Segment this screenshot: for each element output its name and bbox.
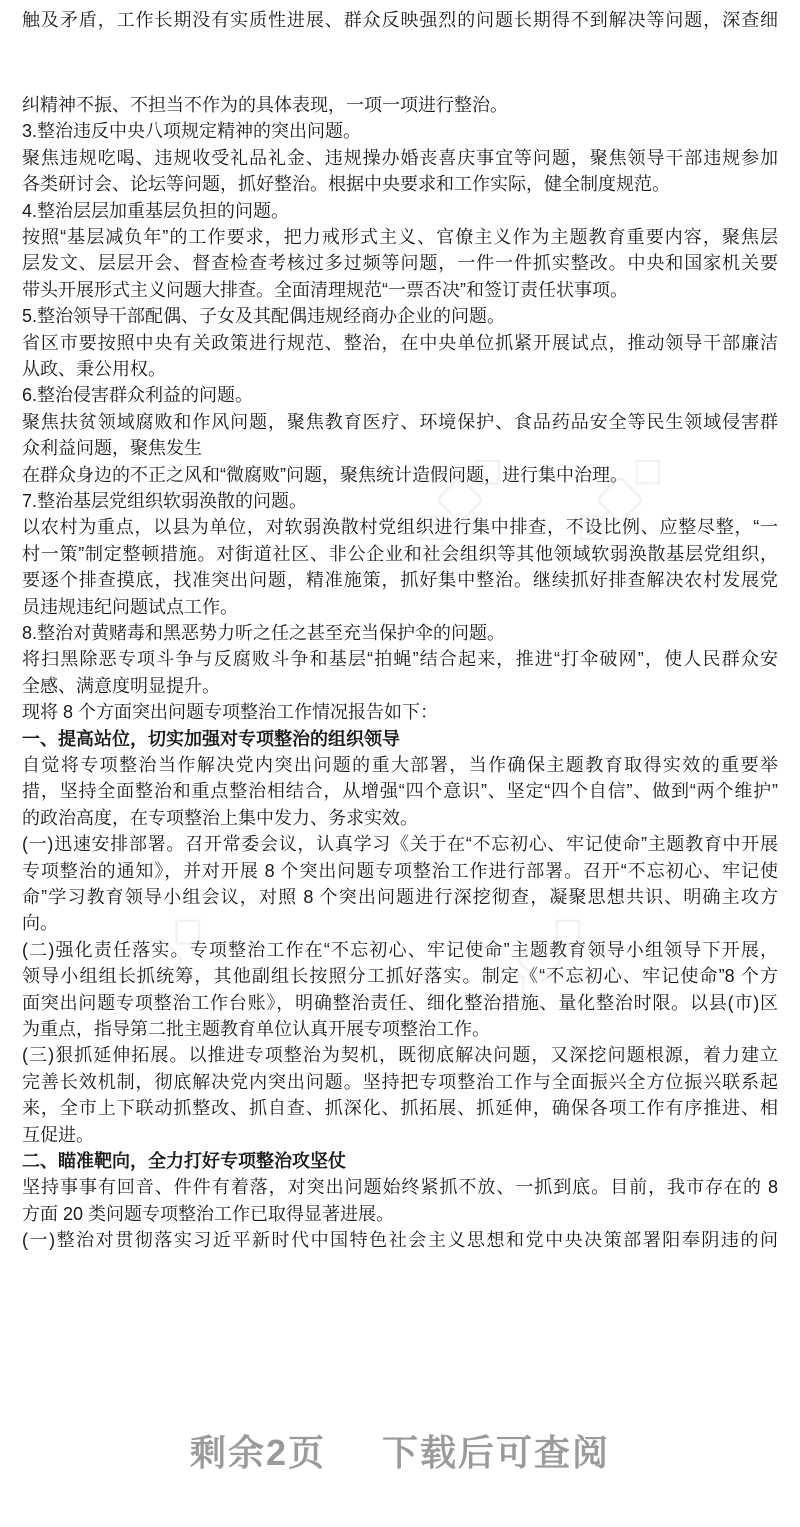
text-line: 现将 8 个方面突出问题专项整治工作情况报告如下： <box>22 702 439 723</box>
text-line: 在群众身边的不正之风和“微腐败”问题，聚焦统计造假问题，进行集中治理。 <box>22 464 628 485</box>
text-line: 的政治高度，在专项整治上集中发力、务求实效。 <box>22 807 418 828</box>
text-line: 以农村为重点，以县为单位，对软弱涣散村党组织进行集中排查，不设比例、应整尽整，“一 <box>22 517 778 538</box>
text-line: 聚焦违规吃喝、违规收受礼品礼金、违规操办婚丧喜庆事宜等问题，聚焦领导干部违规参加 <box>22 147 778 168</box>
download-to-view-label: 下载后可查阅 <box>382 1432 611 1473</box>
text-line: 纠精神不振、不担当不作为的具体表现，一项一项进行整治。 <box>22 95 508 115</box>
watermark: ◇▢◇ <box>398 438 516 556</box>
text-line: 聚焦扶贫领域腐败和作风问题，聚焦教育医疗、环境保护、食品药品安全等民生领域侵害群 <box>22 411 778 432</box>
download-prompt[interactable] <box>0 1425 800 1476</box>
text-line: 6.整治侵害群众利益的问题。 <box>22 385 254 406</box>
remaining-pages-label: 剩余2页 <box>189 1432 326 1473</box>
text-line: 触及矛盾，工作长期没有实质性进展、群众反映强烈的问题长期得不到解决等问题，深查细 <box>22 10 778 30</box>
text-line: 7.整治基层党组织软弱涣散的问题。 <box>22 491 308 511</box>
watermark: ◇▢◇ <box>98 898 216 1016</box>
text-line: 专项整治的通知》，并对开展 8 个突出问题专项整治工作进行部署。召开“不忘初心、牢记使 <box>22 860 778 881</box>
text-line: 8.整治对黄赌毒和黑恶势力听之任之甚至充当保护伞的问题。 <box>22 623 506 643</box>
text-line: 命”学习教育领导小组会议，对照 8 个突出问题进行深挖彻查，凝聚思想共识、明确主攻方 <box>22 887 778 907</box>
text-line: (一)整治对贯彻落实习近平新时代中国特色社会主义思想和党中央决策部署阳奉阴违的问 <box>22 1230 778 1251</box>
text-line: 坚持事事有回音、件件有着落，对突出问题始终紧抓不放、一抓到底。目前，我市存在的 8 <box>22 1177 778 1198</box>
text-line: 领导小组组长抓统筹，其他副组长按照分工抓好落实。制定《“不忘初心、牢记使命”8 个方 <box>22 966 778 987</box>
text-line: 全感、满意度明显提升。 <box>22 675 220 696</box>
text-line: 面突出问题专项整治工作台账》，明确整治责任、细化整治措施、量化整治时限。以县(市)区 <box>22 992 778 1013</box>
text-line: 互促进。 <box>22 1124 94 1145</box>
watermark: ◇▢◇ <box>558 438 676 556</box>
text-line: 措，坚持全面整治和重点整治相结合，从增强“四个意识”、坚定“四个自信”、做到“两个维护” <box>22 781 778 802</box>
text-line: 完善长效机制，彻底解决党内突出问题。坚持把专项整治工作与全面振兴全方位振兴联系起 <box>22 1071 778 1092</box>
text-line: 员违规违纪问题试点工作。 <box>22 596 238 617</box>
text-line: (三)狠抓延伸拓展。以推进专项整治为契机，既彻底解决问题，又深挖问题根源，着力建立 <box>22 1045 778 1066</box>
text-line: 村一策”制定整顿措施。对街道社区、非公企业和社会组织等其他领域软弱涣散基层党组织， <box>22 543 778 564</box>
text-line: 5.整治领导干部配偶、子女及其配偶违规经商办企业的问题。 <box>22 306 506 327</box>
section-heading: 一、提高站位，切实加强对专项整治的组织领导 <box>22 728 400 749</box>
text-line: 层发文、层层开会、督查检查考核过多过频等问题，一件一件抓实整改。中央和国家机关要 <box>22 253 778 274</box>
text-line: 来，全市上下联动抓整改、抓自查、抓深化、抓拓展、抓延伸，确保各项工作有序推进、相 <box>22 1098 778 1119</box>
text-line: 为重点，指导第二批主题教育单位认真开展专项整治工作。 <box>22 1019 490 1039</box>
text-line: 带头开展形式主义问题大排查。全面清理规范“一票否决”和签订责任状事项。 <box>22 279 628 300</box>
text-line: 按照“基层减负年”的工作要求，把力戒形式主义、官僚主义作为主题教育重要内容，聚焦层 <box>22 227 778 247</box>
text-line: 省区市要按照中央有关政策进行规范、整治，在中央单位抓紧开展试点，推动领导干部廉洁 <box>22 332 778 353</box>
watermark: ◇▢◇ <box>478 898 596 1016</box>
text-line: 各类研讨会、论坛等问题，抓好整治。根据中央要求和工作实际，健全制度规范。 <box>22 174 670 195</box>
cut-off-text-line <box>22 0 778 6</box>
text-line: (二)强化责任落实。专项整治工作在“不忘初心、牢记使命”主题教育领导小组领导下开展， <box>22 939 778 960</box>
text-line: 从政、秉公用权。 <box>22 359 166 379</box>
text-line: 4.整治层层加重基层负担的问题。 <box>22 200 290 221</box>
section-heading: 二、瞄准靶向，全力打好专项整治攻坚仗 <box>22 1151 346 1171</box>
text-line: 方面 20 类问题专项整治工作已取得显著进展。 <box>22 1203 395 1224</box>
text-line: 要逐个排查摸底，找准突出问题，精准施策，抓好集中整治。继续抓好排查解决农村发展党 <box>22 570 778 591</box>
text-line: 将扫黑除恶专项斗争与反腐败斗争和基层“拍蝇”结合起来，推进“打伞破网”，使人民群众安 <box>22 649 778 670</box>
text-line: 众利益问题，聚焦发生 <box>22 438 202 459</box>
text-line: (一)迅速安排部署。召开常委会议，认真学习《关于在“不忘初心、牢记使命”主题教育中开展 <box>22 834 778 855</box>
text-line: 自觉将专项整治当作解决党内突出问题的重大部署，当作确保主题教育取得实效的重要举 <box>22 755 778 775</box>
text-line: 3.整治违反中央八项规定精神的突出问题。 <box>22 121 362 142</box>
text-line: 向。 <box>22 913 58 934</box>
